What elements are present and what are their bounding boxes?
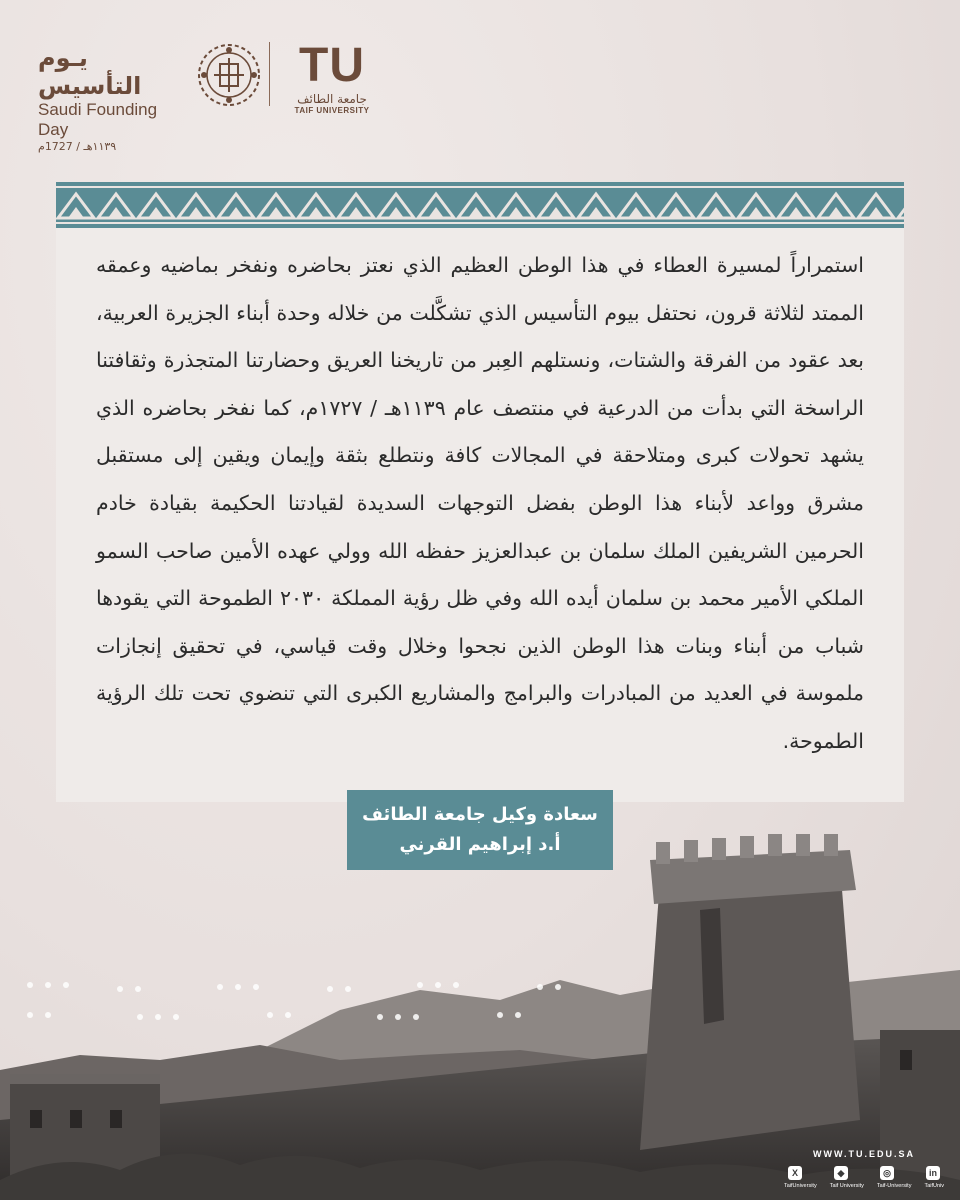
founding-day-arabic: يـوم التأسيس [38,44,142,100]
dotted-pattern [0,975,960,1035]
tu-arabic-name: جامعة الطائف [297,92,367,106]
saudi-founding-day-logo [38,44,186,154]
message-card [56,228,904,802]
logo-divider [269,42,270,106]
sadu-pattern-band [56,182,904,228]
tu-english-name: TAIF UNIVERSITY [294,106,370,115]
social-handles [784,1183,944,1189]
tu-mark: TU [299,39,365,92]
founding-day-english: Saudi Founding Day [38,100,158,139]
founding-day-date: ١١٣٩هـ / 1727م [38,140,117,153]
signature-name: أ.د إبراهيم القرني [399,834,561,855]
handle-instagram: Taif-University [876,1183,912,1189]
social-icons [784,1166,944,1180]
linkedin-icon[interactable]: in [926,1166,940,1180]
message-body: استمراراً لمسيرة العطاء في هذا الوطن العظيم الذي نعتز بحاضره ونفخر بماضيه وعمقه الممتد لثلاثة قرون، نحتفل بيوم التأسيس الذي تشكَّلت من خلاله وحدة أبناء الجزيرة العربية، بعد عقود من الفرقة والشتات، ونستلهم العِبر من تاريخنا العريق وحضارتنا المتجذرة وثقافتنا الراسخة التي بدأت من الدرعية في منتصف عام ١١٣٩هـ / ١٧٢٧م، كما نفخر بحاضره الذي يشهد تحولات كبرى ومتلاحقة في المجالات كافة ونتطلع بثقة وإيمان ويقين إلى مستقبل مشرق وواعد لأبناء هذا الوطن بفضل التوجهات السديدة لقيادتنا الحكيمة بقيادة خادم الحرمين الشريفين الملك سلمان بن عبدالعزيز حفظه الله وولي عهده الأمين صاحب السمو الملكي الأمير محمد بن سلمان أيده الله وفي ظل رؤية المملكة ٢٠٣٠ الطموحة التي يقودها شباب من أبناء وبنات هذا الوطن الذين نجحوا وخلال وقت قياسي، في تحقيق إنجازات ملموسة في العديد من المبادرات والبرامج والمشاريع الكبرى التي تنضوي تحت تلك الرؤية الطموحة. [96,253,864,753]
instagram-icon[interactable]: ◎ [880,1166,894,1180]
handle-snapchat: Taif University [829,1183,864,1189]
handle-x: TaifUniversity [784,1183,817,1189]
website-url[interactable]: WWW.TU.EDU.SA [813,1149,915,1159]
signature-title: سعادة وكيل جامعة الطائف [362,804,598,825]
snapchat-icon[interactable]: ◆ [834,1166,848,1180]
handle-linkedin: TaifUniv [924,1183,944,1189]
founding-day-emblem-icon [196,42,262,108]
x-icon[interactable]: X [788,1166,802,1180]
signature-box [347,790,613,870]
social-footer [784,1148,944,1189]
taif-university-logo [282,40,382,115]
